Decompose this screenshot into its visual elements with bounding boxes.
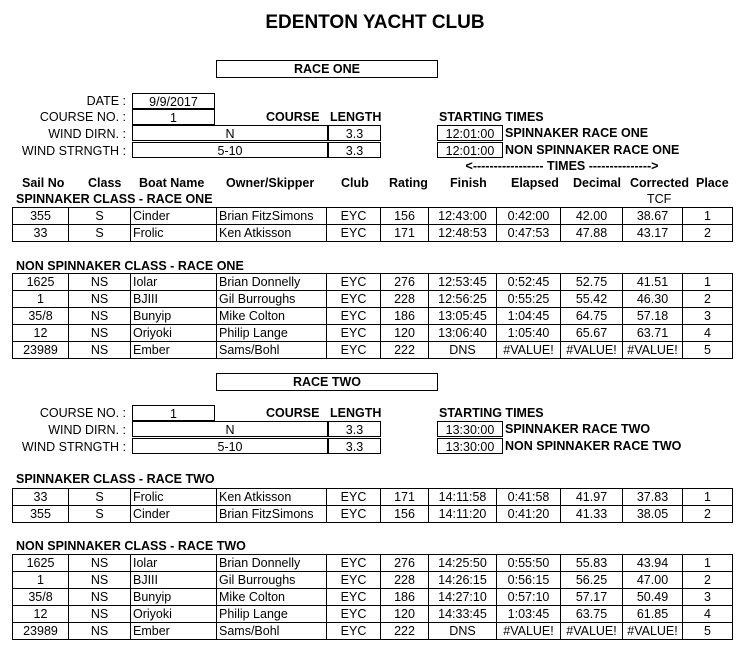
cell-sail-no: 355 [13,208,69,225]
table-row [13,208,733,225]
cell-place: 1 [683,555,733,572]
cell-finish: 14:11:58 [429,489,497,506]
cell-club: EYC [327,325,381,342]
nonspin-heading-r1: NON SPINNAKER CLASS - RACE ONE [16,259,244,273]
start2-label: NON SPINNAKER RACE ONE [505,143,680,157]
length-label: LENGTH [330,110,382,124]
cell-owner: Philip Lange [217,606,327,623]
cell-elapsed: 0:57:10 [497,589,561,606]
cell-class: NS [69,623,131,640]
cell-rating: 171 [381,225,429,242]
table-row [13,555,733,572]
spin-heading-r1: SPINNAKER CLASS - RACE ONE [16,192,213,206]
cell-place: 2 [683,572,733,589]
cell-boat-name: BJIII [131,572,217,589]
cell-corrected: #VALUE! [623,623,683,640]
cell-boat-name: Frolic [131,225,217,242]
cell-club: EYC [327,291,381,308]
cell-rating: 186 [381,308,429,325]
cell-club: EYC [327,572,381,589]
cell-rating: 120 [381,606,429,623]
col-finish: Finish [450,176,487,190]
cell-class: NS [69,291,131,308]
cell-corrected: 43.94 [623,555,683,572]
cell-finish: 12:43:00 [429,208,497,225]
cell-sail-no: 23989 [13,342,69,359]
start1-time-r2: 13:30:00 [437,421,503,437]
times-banner: <----------------- TIMES ---------------> [465,159,659,173]
cell-corrected: 43.17 [623,225,683,242]
page-title: EDENTON YACHT CLUB [265,12,485,33]
cell-rating: 222 [381,342,429,359]
col-boat-name: Boat Name [139,176,205,190]
start1-time: 12:01:00 [437,125,503,141]
starting-times-label: STARTING TIMES [439,110,544,124]
cell-rating: 228 [381,572,429,589]
cell-rating: 120 [381,325,429,342]
cell-place: 3 [683,308,733,325]
cell-sail-no: 33 [13,489,69,506]
table-row [13,489,733,506]
cell-decimal: 42.00 [561,208,623,225]
cell-boat-name: Iolar [131,274,217,291]
start2-label-r2: NON SPINNAKER RACE TWO [505,439,682,453]
length-value-2: 3.3 [328,142,381,158]
cell-class: S [69,225,131,242]
cell-elapsed: 0:47:53 [497,225,561,242]
cell-finish: 14:27:10 [429,589,497,606]
cell-elapsed: 1:04:45 [497,308,561,325]
race1-nonspin-table [12,273,733,359]
cell-owner: Ken Atkisson [217,225,327,242]
cell-class: NS [69,342,131,359]
cell-place: 2 [683,506,733,523]
cell-sail-no: 1 [13,291,69,308]
cell-rating: 276 [381,555,429,572]
start2-time: 12:01:00 [437,142,503,158]
col-sail-no: Sail No [22,176,65,190]
cell-club: EYC [327,606,381,623]
cell-boat-name: Cinder [131,506,217,523]
cell-elapsed: 0:55:50 [497,555,561,572]
cell-boat-name: Cinder [131,208,217,225]
col-class: Class [88,176,122,190]
cell-boat-name: Ember [131,623,217,640]
cell-boat-name: Frolic [131,489,217,506]
table-row [13,606,733,623]
cell-finish: 14:33:45 [429,606,497,623]
cell-owner: Gil Burroughs [217,572,327,589]
cell-class: NS [69,274,131,291]
cell-decimal: #VALUE! [561,342,623,359]
tcf-label: TCF [647,192,672,206]
cell-elapsed: 0:52:45 [497,274,561,291]
cell-owner: Sams/Bohl [217,623,327,640]
cell-sail-no: 1 [13,572,69,589]
wind-dir-label-r2: WIND DIRN. : [48,423,126,437]
wind-dir-value: N [132,125,328,141]
spin-heading-r2: SPINNAKER CLASS - RACE TWO [16,472,215,486]
cell-finish: DNS [429,342,497,359]
cell-class: NS [69,308,131,325]
cell-finish: 14:26:15 [429,572,497,589]
cell-corrected: 37.83 [623,489,683,506]
col-place: Place [696,176,729,190]
cell-finish: DNS [429,623,497,640]
cell-decimal: 57.17 [561,589,623,606]
length-label-r2: LENGTH [330,406,382,420]
course-label: COURSE NO. : [39,110,126,124]
col-owner: Owner/Skipper [226,176,315,190]
cell-decimal: 64.75 [561,308,623,325]
cell-finish: 14:25:50 [429,555,497,572]
cell-boat-name: Ember [131,342,217,359]
cell-club: EYC [327,342,381,359]
cell-elapsed: 0:41:20 [497,506,561,523]
cell-decimal: 63.75 [561,606,623,623]
cell-elapsed: 0:41:58 [497,489,561,506]
cell-class: S [69,506,131,523]
cell-class: S [69,489,131,506]
table-row [13,225,733,242]
table-row [13,589,733,606]
cell-club: EYC [327,225,381,242]
cell-boat-name: Iolar [131,555,217,572]
col-club: Club [341,176,369,190]
length-value-1: 3.3 [328,125,381,141]
cell-club: EYC [327,208,381,225]
cell-place: 5 [683,623,733,640]
table-row [13,506,733,523]
cell-place: 4 [683,606,733,623]
start1-label-r2: SPINNAKER RACE TWO [505,422,651,436]
race2-spin-table [12,488,733,523]
cell-place: 4 [683,325,733,342]
cell-class: NS [69,589,131,606]
cell-club: EYC [327,489,381,506]
col-corrected: Corrected [630,176,690,190]
cell-elapsed: #VALUE! [497,623,561,640]
cell-corrected: 47.00 [623,572,683,589]
cell-sail-no: 12 [13,606,69,623]
cell-corrected: #VALUE! [623,342,683,359]
cell-place: 2 [683,225,733,242]
cell-corrected: 63.71 [623,325,683,342]
table-row [13,291,733,308]
cell-rating: 228 [381,291,429,308]
cell-elapsed: 0:55:25 [497,291,561,308]
table-row [13,572,733,589]
cell-owner: Mike Colton [217,308,327,325]
cell-rating: 222 [381,623,429,640]
cell-place: 1 [683,274,733,291]
cell-decimal: 47.88 [561,225,623,242]
cell-class: S [69,208,131,225]
cell-boat-name: Bunyip [131,308,217,325]
table-row [13,308,733,325]
cell-club: EYC [327,308,381,325]
starting-times-label-r2: STARTING TIMES [439,406,544,420]
cell-corrected: 41.51 [623,274,683,291]
cell-sail-no: 33 [13,225,69,242]
cell-place: 1 [683,208,733,225]
wind-str-value: 5-10 [132,142,328,158]
cell-owner: Ken Atkisson [217,489,327,506]
course-label-r2: COURSE NO. : [39,406,126,420]
date-label: DATE : [86,94,126,108]
wind-str-label: WIND STRNGTH : [21,144,126,158]
date-value: 9/9/2017 [132,93,215,109]
cell-place: 2 [683,291,733,308]
cell-finish: 12:53:45 [429,274,497,291]
cell-rating: 171 [381,489,429,506]
cell-finish: 12:56:25 [429,291,497,308]
cell-decimal: 55.83 [561,555,623,572]
cell-sail-no: 1625 [13,274,69,291]
cell-corrected: 46.30 [623,291,683,308]
col-elapsed: Elapsed [511,176,559,190]
cell-decimal: 41.33 [561,506,623,523]
length-value-1-r2: 3.3 [328,421,381,437]
cell-corrected: 38.05 [623,506,683,523]
cell-owner: Philip Lange [217,325,327,342]
course-length-label-r2: COURSE [266,406,320,420]
table-row [13,325,733,342]
table-row [13,342,733,359]
cell-place: 5 [683,342,733,359]
course-value: 1 [132,109,215,125]
cell-elapsed: #VALUE! [497,342,561,359]
wind-str-label-r2: WIND STRNGTH : [21,440,126,454]
cell-sail-no: 12 [13,325,69,342]
cell-sail-no: 1625 [13,555,69,572]
race-one-heading: RACE ONE [216,60,438,78]
cell-finish: 13:05:45 [429,308,497,325]
cell-elapsed: 1:03:45 [497,606,561,623]
cell-rating: 156 [381,208,429,225]
cell-finish: 14:11:20 [429,506,497,523]
cell-owner: Brian FitzSimons [217,506,327,523]
cell-club: EYC [327,506,381,523]
cell-class: NS [69,325,131,342]
wind-str-value-r2: 5-10 [132,438,328,454]
table-row [13,623,733,640]
table-row [13,274,733,291]
start2-time-r2: 13:30:00 [437,438,503,454]
cell-rating: 156 [381,506,429,523]
cell-sail-no: 35/8 [13,308,69,325]
race2-nonspin-table [12,554,733,640]
wind-dir-value-r2: N [132,421,328,437]
cell-decimal: 65.67 [561,325,623,342]
cell-club: EYC [327,589,381,606]
col-decimal: Decimal [573,176,621,190]
course-value-r2: 1 [132,405,215,421]
cell-elapsed: 1:05:40 [497,325,561,342]
cell-place: 3 [683,589,733,606]
cell-boat-name: Oriyoki [131,606,217,623]
cell-club: EYC [327,274,381,291]
cell-owner: Mike Colton [217,589,327,606]
cell-boat-name: Bunyip [131,589,217,606]
cell-finish: 13:06:40 [429,325,497,342]
race1-spin-table [12,207,733,242]
cell-class: NS [69,572,131,589]
cell-elapsed: 0:56:15 [497,572,561,589]
cell-sail-no: 23989 [13,623,69,640]
cell-boat-name: Oriyoki [131,325,217,342]
cell-elapsed: 0:42:00 [497,208,561,225]
cell-class: NS [69,555,131,572]
cell-owner: Brian Donnelly [217,555,327,572]
cell-corrected: 38.67 [623,208,683,225]
cell-rating: 276 [381,274,429,291]
start1-label: SPINNAKER RACE ONE [505,126,649,140]
cell-class: NS [69,606,131,623]
cell-owner: Brian Donnelly [217,274,327,291]
cell-corrected: 61.85 [623,606,683,623]
cell-corrected: 57.18 [623,308,683,325]
cell-decimal: 56.25 [561,572,623,589]
cell-decimal: 52.75 [561,274,623,291]
cell-sail-no: 35/8 [13,589,69,606]
cell-finish: 12:48:53 [429,225,497,242]
wind-dir-label: WIND DIRN. : [48,127,126,141]
cell-owner: Gil Burroughs [217,291,327,308]
cell-sail-no: 355 [13,506,69,523]
cell-club: EYC [327,623,381,640]
cell-decimal: 55.42 [561,291,623,308]
cell-place: 1 [683,489,733,506]
course-length-label: COURSE [266,110,320,124]
cell-rating: 186 [381,589,429,606]
cell-club: EYC [327,555,381,572]
cell-decimal: #VALUE! [561,623,623,640]
cell-owner: Brian FitzSimons [217,208,327,225]
cell-boat-name: BJIII [131,291,217,308]
nonspin-heading-r2: NON SPINNAKER CLASS - RACE TWO [16,539,246,553]
col-rating: Rating [389,176,428,190]
cell-owner: Sams/Bohl [217,342,327,359]
cell-decimal: 41.97 [561,489,623,506]
cell-corrected: 50.49 [623,589,683,606]
race-two-heading: RACE TWO [216,373,438,391]
length-value-2-r2: 3.3 [328,438,381,454]
